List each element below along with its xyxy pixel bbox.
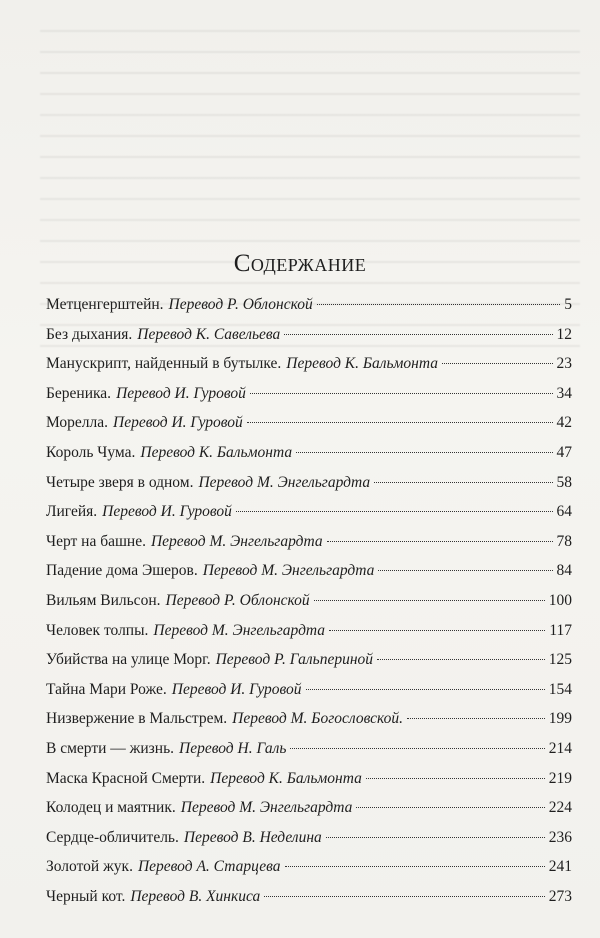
toc-entry <box>46 793 572 823</box>
dot-leader <box>285 866 545 867</box>
toc-entry <box>46 764 572 794</box>
dot-leader <box>290 748 544 749</box>
toc-entry <box>46 556 572 586</box>
entry-page-number: 47 <box>556 443 572 461</box>
entry-translator: Перевод К. Савельева <box>137 325 281 343</box>
dot-leader <box>356 807 544 808</box>
dot-leader <box>378 570 552 571</box>
page-title: Содержание <box>233 250 367 277</box>
toc-entry <box>46 616 572 646</box>
entry-title: Лигейя. <box>46 503 98 521</box>
entry-page-number: 5 <box>564 296 572 313</box>
toc-entry <box>46 379 572 409</box>
dot-leader <box>306 689 545 690</box>
entry-page-number: 236 <box>548 828 572 846</box>
entry-page-number: 199 <box>548 710 572 728</box>
dot-leader <box>374 482 552 483</box>
entry-title: Метценгерштейн. <box>46 296 164 313</box>
entry-page-number: 64 <box>556 503 572 521</box>
dot-leader <box>284 334 552 335</box>
entry-translator: Перевод М. Богословской. <box>232 710 404 728</box>
entry-translator: Перевод Р. Облонской <box>168 296 313 313</box>
entry-translator: Перевод К. Бальмонта <box>210 769 362 787</box>
dot-leader <box>317 304 561 305</box>
dot-leader <box>326 837 545 838</box>
dot-leader <box>314 600 545 601</box>
toc-entry <box>46 349 572 379</box>
entry-page-number: 12 <box>556 325 572 343</box>
entry-translator: Перевод А. Старцева <box>137 858 281 876</box>
entry-translator: Перевод Р. Облонской <box>165 591 310 609</box>
toc-entry <box>46 882 572 912</box>
toc-entry <box>46 497 572 527</box>
toc-entry <box>46 408 572 438</box>
entry-translator: Перевод И. Гуровой <box>113 414 243 432</box>
toc-entry <box>46 320 572 350</box>
dot-leader <box>247 422 553 423</box>
dot-leader <box>407 718 545 719</box>
entry-translator: Перевод И. Гуровой <box>102 503 232 521</box>
entry-title: Убийства на улице Морг. <box>46 651 211 669</box>
entry-title: Морелла. <box>46 414 108 432</box>
dot-leader <box>264 896 545 897</box>
entry-translator: Перевод М. Энгельгардта <box>150 532 323 550</box>
entry-page-number: 117 <box>549 621 572 639</box>
entry-title: Без дыхания. <box>46 325 133 343</box>
entry-translator: Перевод В. Хинкиса <box>130 887 261 905</box>
dot-leader <box>327 541 553 542</box>
entry-page-number: 23 <box>556 355 572 373</box>
entry-title: Маска Красной Смерти. <box>46 769 206 787</box>
toc-entry <box>46 823 572 853</box>
toc-entry <box>46 586 572 616</box>
dot-leader <box>329 630 545 631</box>
entry-page-number: 100 <box>548 591 572 609</box>
table-of-contents <box>46 290 572 911</box>
toc-entry <box>46 704 572 734</box>
entry-page-number: 154 <box>548 680 572 698</box>
entry-translator: Перевод М. Энгельгардта <box>153 621 326 639</box>
entry-page-number: 58 <box>556 473 572 491</box>
entry-title: Четыре зверя в одном. <box>46 473 194 491</box>
entry-page-number: 84 <box>556 562 572 580</box>
dot-leader <box>250 393 553 394</box>
toc-entry <box>46 438 572 468</box>
entry-translator: Перевод К. Бальмонта <box>286 355 438 373</box>
toc-entry <box>46 645 572 675</box>
entry-title: Сердце-обличитель. <box>46 828 179 846</box>
entry-translator: Перевод И. Гуровой <box>171 680 302 698</box>
entry-title: Падение дома Эшеров. <box>46 562 198 580</box>
entry-title: Черный кот. <box>46 887 126 905</box>
entry-translator: Перевод М. Энгельгардта <box>198 473 371 491</box>
entry-translator: Перевод В. Неделина <box>183 828 322 846</box>
entry-title: Низвержение в Мальстрем. <box>46 710 228 728</box>
entry-title: Береника. <box>46 384 112 402</box>
entry-title: Манускрипт, найденный в бутылке. <box>46 355 282 373</box>
entry-title: Колодец и маятник. <box>46 799 176 817</box>
entry-title: Черт на башне. <box>46 532 146 550</box>
entry-title: Золотой жук. <box>46 858 133 876</box>
entry-page-number: 125 <box>548 651 572 669</box>
toc-entry <box>46 527 572 557</box>
dot-leader <box>442 363 553 364</box>
toc-entry <box>46 290 572 320</box>
entry-page-number: 78 <box>556 532 572 550</box>
entry-translator: Перевод К. Бальмонта <box>140 443 293 461</box>
entry-title: Вильям Вильсон. <box>46 591 161 609</box>
dot-leader <box>296 452 552 453</box>
entry-title: Человек толпы. <box>46 621 149 639</box>
entry-page-number: 224 <box>548 799 572 817</box>
entry-translator: Перевод И. Гуровой <box>116 384 246 402</box>
entry-translator: Перевод М. Энгельгардта <box>180 799 353 817</box>
entry-page-number: 214 <box>548 739 572 757</box>
entry-title: Тайна Мари Роже. <box>46 680 167 698</box>
entry-page-number: 273 <box>548 887 572 905</box>
entry-title: Король Чума. <box>46 443 136 461</box>
toc-entry <box>46 734 572 764</box>
entry-page-number: 219 <box>548 769 572 787</box>
entry-page-number: 241 <box>548 858 572 876</box>
dot-leader <box>377 659 545 660</box>
entry-translator: Перевод Н. Галь <box>179 739 287 757</box>
entry-title: В смерти — жизнь. <box>46 739 175 757</box>
entry-page-number: 34 <box>556 384 572 402</box>
toc-entry <box>46 468 572 498</box>
dot-leader <box>366 778 545 779</box>
entry-page-number: 42 <box>556 414 572 432</box>
entry-translator: Перевод М. Энгельгардта <box>202 562 375 580</box>
entry-translator: Перевод Р. Гальпериной <box>215 651 374 669</box>
dot-leader <box>236 511 553 512</box>
toc-entry <box>46 852 572 882</box>
toc-entry <box>46 675 572 705</box>
